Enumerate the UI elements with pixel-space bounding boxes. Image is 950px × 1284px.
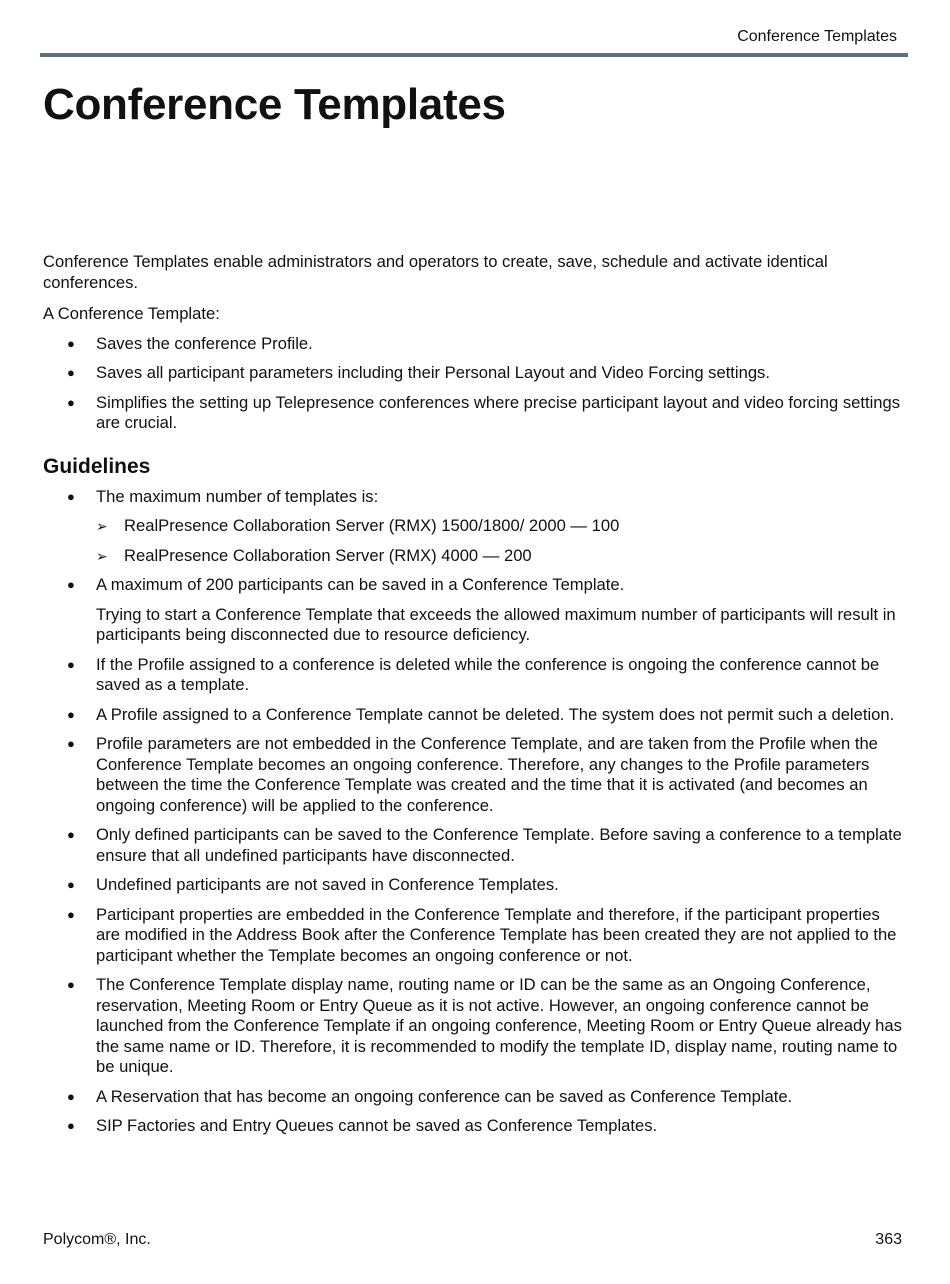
sub-bullet-list <box>96 516 905 566</box>
intro-lead: A Conference Template: <box>43 304 220 323</box>
list-item-note: Trying to start a Conference Template that exceeds the allowed maximum number of participants will result in participants being disconnected due to resource deficiency. <box>96 604 896 644</box>
footer-company: Polycom®, Inc. <box>43 1231 151 1248</box>
section-heading-guidelines: Guidelines <box>43 454 151 478</box>
page-content <box>43 252 905 1137</box>
sub-list-item: ➢ RealPresence Collaboration Server (RMX) 1500/1800/ 2000 — 100 <box>96 516 905 537</box>
list-item-text: The maximum number of templates is: <box>96 486 379 506</box>
footer-page-number: 363 <box>875 1231 902 1248</box>
list-item: ● Participant properties are embedded in the Conference Template and therefore, if the participant properties are modified in the Address Book after the Conference Template has been created they are not applied to the participant whether the Template becomes an ongoing conference or not. <box>43 905 905 967</box>
list-item: ● Saves the conference Profile. <box>43 334 905 355</box>
list-item: ● A Reservation that has become an ongoing conference can be saved as Conference Template. <box>43 1087 905 1108</box>
list-item: ● Simplifies the setting up Telepresence conferences where precise participant layout and video forcing settings are crucial. <box>43 393 905 434</box>
list-item <box>43 575 905 646</box>
list-item-text: A maximum of 200 participants can be saved in a Conference Template. <box>96 575 625 594</box>
list-item: ● Saves all participant parameters including their Personal Layout and Video Forcing settings. <box>43 363 905 384</box>
running-header: Conference Templates <box>737 28 897 45</box>
intro-paragraph: Conference Templates enable administrators and operators to create, save, schedule and activate identical conferences. <box>43 252 828 292</box>
page-title: Conference Templates <box>43 80 506 129</box>
list-item: ● A Profile assigned to a Conference Template cannot be deleted. The system does not permit such a deletion. <box>43 705 905 726</box>
list-item: ● If the Profile assigned to a conference is deleted while the conference is ongoing the conference cannot be saved as a template. <box>43 655 905 696</box>
list-item: ● Profile parameters are not embedded in the Conference Template, and are taken from the Profile when the Conference Template becomes an ongoing conference. Therefore, any changes to the Profile parameters between the time the Conference Template was created and the time that it is activated (and becomes an ongoing conference) will be applied to the conference. <box>43 734 905 816</box>
header-rule <box>40 53 908 57</box>
sub-list-item: ➢ RealPresence Collaboration Server (RMX) 4000 — 200 <box>96 546 905 567</box>
guidelines-bullet-list <box>43 487 905 1137</box>
template-bullet-list <box>43 334 905 434</box>
list-item: ● Undefined participants are not saved in Conference Templates. <box>43 875 905 896</box>
list-item: ● Only defined participants can be saved to the Conference Template. Before saving a conference to a template ensure that all undefined participants have disconnected. <box>43 825 905 866</box>
list-item <box>43 487 905 567</box>
list-item: ● The Conference Template display name, routing name or ID can be the same as an Ongoing Conference, reservation, Meeting Room or Entry Queue as it is not active. However, an ongoing conference cannot be launched from the Conference Template if an ongoing conference, Meeting Room or Entry Queue already has the same name or ID. Therefore, it is recommended to modify the template ID, display name, routing name to be unique. <box>43 975 905 1078</box>
list-item: ● SIP Factories and Entry Queues cannot be saved as Conference Templates. <box>43 1116 905 1137</box>
